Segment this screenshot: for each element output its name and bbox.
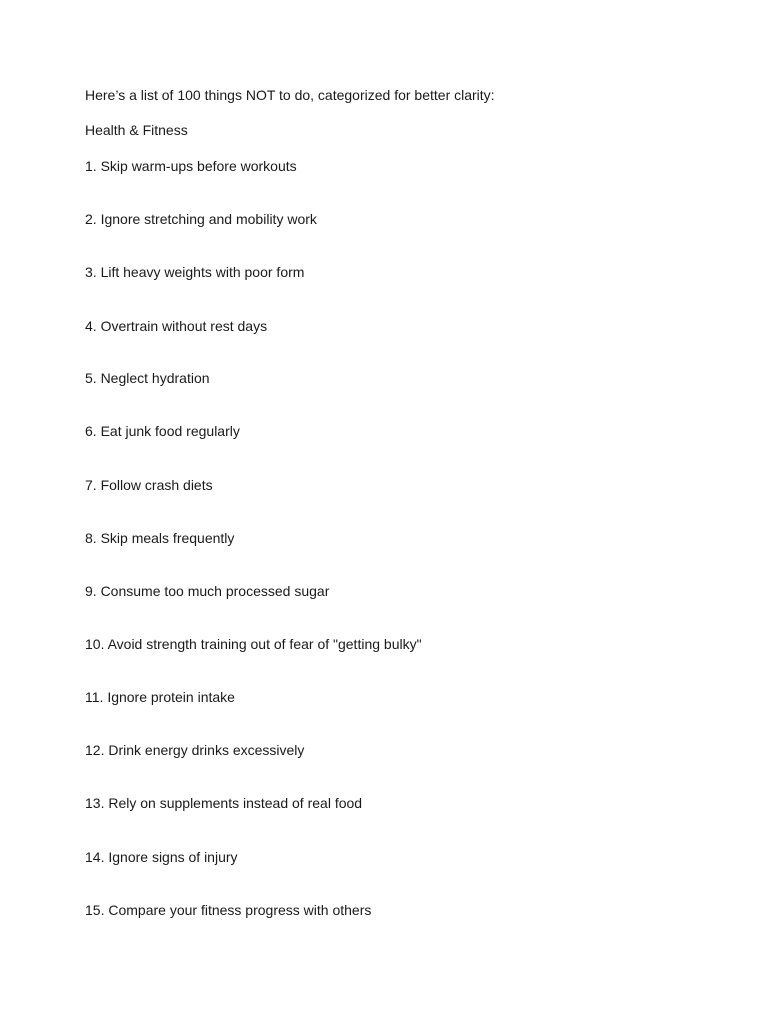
list-item: 11. Ignore protein intake: [85, 689, 235, 705]
intro-text: Here’s a list of 100 things NOT to do, categorized for better clarity:: [85, 87, 495, 103]
list-item: 3. Lift heavy weights with poor form: [85, 264, 305, 280]
list-item: 8. Skip meals frequently: [85, 530, 235, 546]
list-item: 12. Drink energy drinks excessively: [85, 742, 305, 758]
list-item: 5. Neglect hydration: [85, 370, 210, 386]
list-item: 7. Follow crash diets: [85, 477, 213, 493]
list-item: 1. Skip warm-ups before workouts: [85, 158, 297, 174]
list-item: 2. Ignore stretching and mobility work: [85, 211, 317, 227]
list-item: 6. Eat junk food regularly: [85, 423, 240, 439]
list-item: 14. Ignore signs of injury: [85, 849, 238, 865]
list-item: 13. Rely on supplements instead of real food: [85, 795, 363, 811]
list-item: 4. Overtrain without rest days: [85, 318, 268, 334]
list-item: 9. Consume too much processed sugar: [85, 583, 330, 599]
list-item: 15. Compare your fitness progress with others: [85, 902, 372, 918]
section-title: Health & Fitness: [85, 122, 188, 138]
list-item: 10. Avoid strength training out of fear of "getting bulky": [85, 636, 422, 652]
